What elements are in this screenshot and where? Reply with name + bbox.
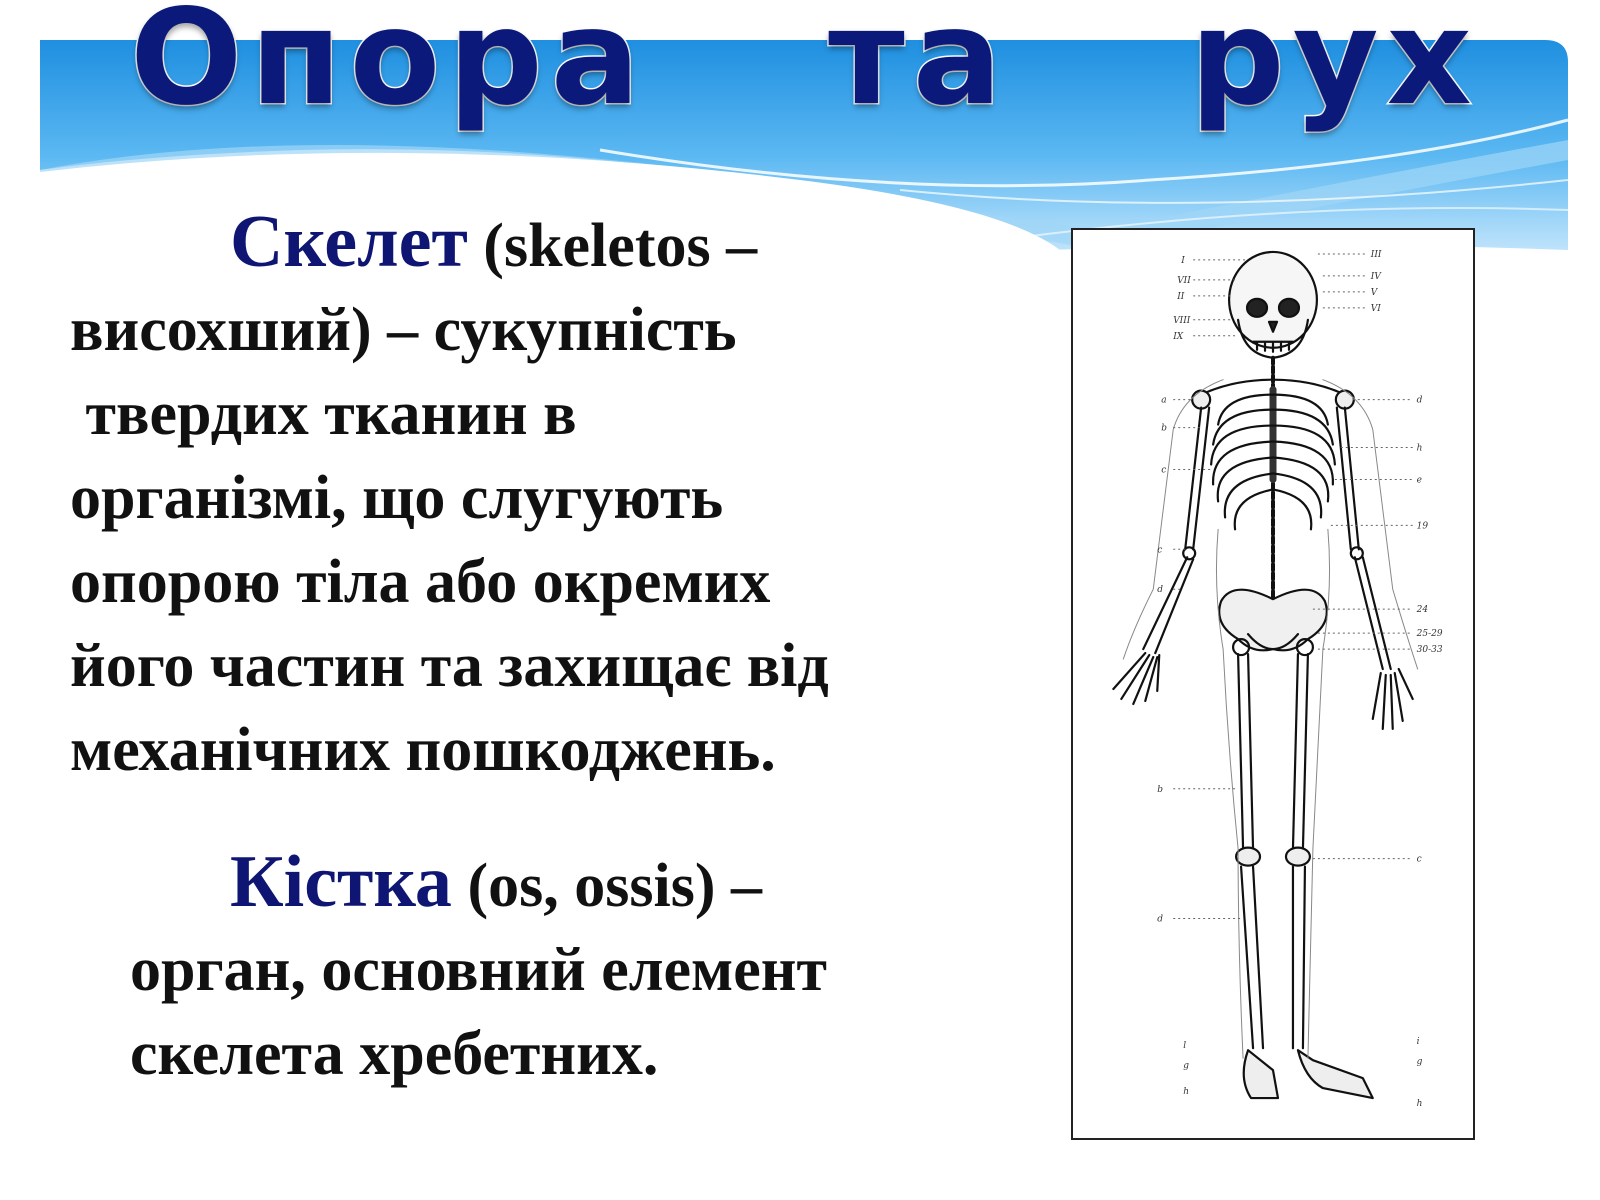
svg-text:l: l [1183, 1041, 1187, 1052]
term-skeleton: Скелет [230, 201, 468, 283]
svg-text:IX: IX [1173, 331, 1184, 342]
svg-text:d: d [1157, 585, 1164, 596]
svg-text:d: d [1416, 395, 1423, 406]
definition-bone [70, 840, 1030, 1096]
svg-text:g: g [1183, 1061, 1189, 1072]
svg-text:VI: VI [1370, 303, 1381, 314]
skeleton-figure [1071, 228, 1475, 1140]
skeleton-illustration-icon [1073, 230, 1473, 1138]
svg-text:24: 24 [1416, 605, 1429, 616]
svg-text:g: g [1416, 1057, 1423, 1068]
svg-text:IV: IV [1370, 271, 1381, 282]
definition-line: опорою тіла або окремих [70, 548, 771, 616]
definition-line: орган, основний елемент [130, 936, 827, 1004]
slide-title [40, 0, 1570, 135]
svg-text:b: b [1161, 423, 1167, 434]
title-word: та [828, 0, 1010, 135]
svg-text:b: b [1157, 784, 1164, 795]
svg-text:i: i [1416, 1037, 1420, 1048]
svg-text:VIII: VIII [1173, 315, 1191, 326]
definition-line: його частин та захищає від [70, 632, 829, 700]
svg-text:h: h [1416, 1099, 1423, 1110]
svg-text:V: V [1370, 287, 1378, 298]
svg-text:h: h [1183, 1087, 1189, 1098]
svg-text:30-33: 30-33 [1416, 645, 1443, 656]
svg-text:I: I [1181, 255, 1185, 266]
definition-line [70, 200, 1030, 288]
definition-text: (os, ossis) – [451, 852, 762, 920]
svg-text:III: III [1370, 249, 1382, 260]
svg-text:c: c [1157, 545, 1163, 556]
definition-line: механічних пошкоджень. [70, 716, 776, 784]
definition-line: твердих тканин в [70, 380, 577, 448]
definition-line [70, 840, 1030, 928]
title-word: рух [1190, 0, 1480, 135]
svg-text:II: II [1177, 291, 1185, 302]
svg-text:25-29: 25-29 [1416, 629, 1443, 640]
definition-line: організмі, що слугують [70, 464, 724, 532]
svg-text:c: c [1161, 465, 1167, 476]
svg-text:VII: VII [1177, 275, 1191, 286]
svg-text:d: d [1157, 914, 1164, 925]
svg-text:c: c [1416, 854, 1422, 865]
title-word: Опора [130, 0, 648, 135]
definition-line: висохший) – сукупність [70, 296, 737, 364]
svg-text:h: h [1416, 443, 1423, 454]
definition-line: скелета хребетних. [130, 1020, 659, 1088]
svg-text:a: a [1161, 395, 1167, 406]
svg-text:e: e [1416, 475, 1422, 486]
term-bone: Кістка [230, 841, 452, 923]
definition-skeleton [70, 200, 1030, 792]
definition-text: (skeletos – [467, 212, 758, 280]
svg-text:19: 19 [1416, 521, 1429, 532]
